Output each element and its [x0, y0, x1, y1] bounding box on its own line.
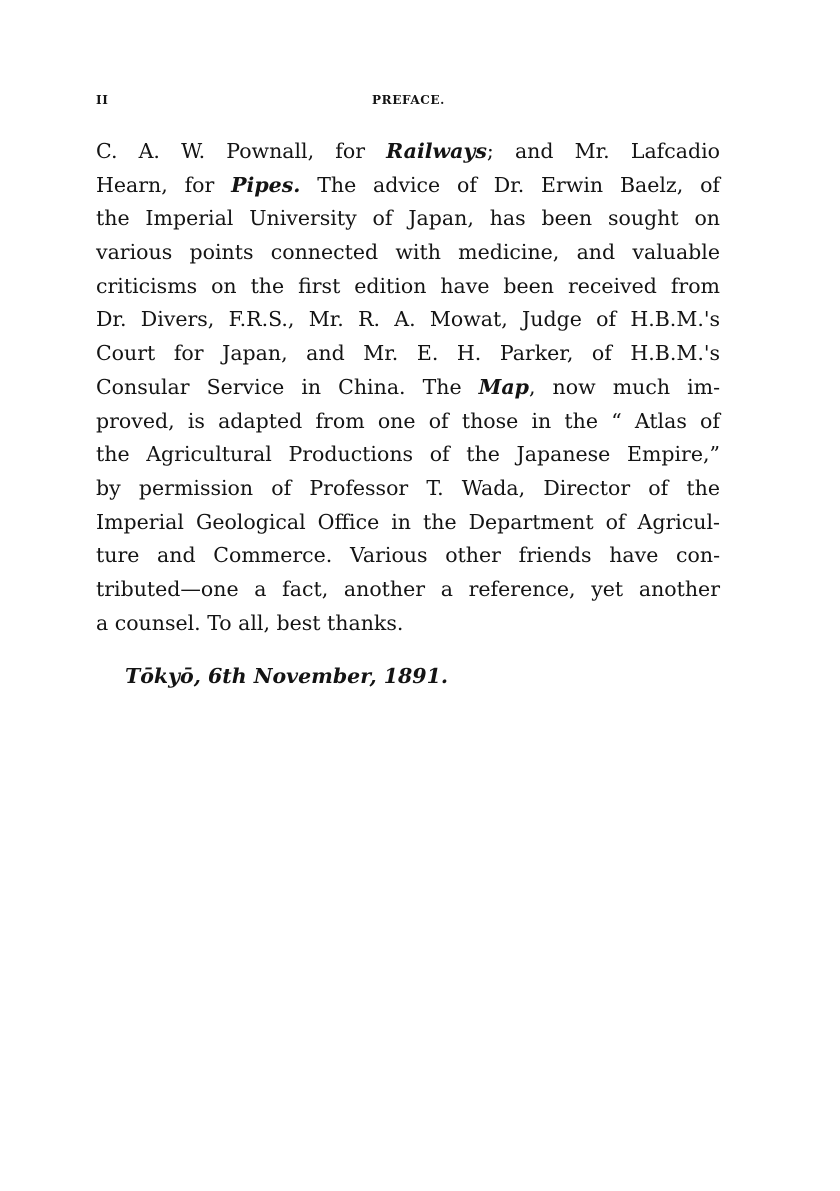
- text-line: [96, 202, 720, 236]
- dateline: Tōkyō, 6th November, 1891.: [125, 664, 448, 688]
- italic-term: Railways: [386, 139, 487, 163]
- text-run: Imperial Geological Office in the Department of Agricul-: [96, 509, 720, 534]
- text-line: [96, 337, 720, 371]
- running-head: PREFACE.: [372, 93, 445, 107]
- text-run: tributed—one a fact, another a reference, yet another: [96, 576, 720, 601]
- text-line: [96, 539, 720, 573]
- text-line: [96, 270, 720, 304]
- text-run: a counsel. To all, best thanks.: [96, 610, 404, 635]
- text-run: Hearn, for: [96, 172, 232, 197]
- text-run: ture and Commerce. Various other friends have con-: [96, 543, 720, 568]
- text-run: , now much im-: [528, 374, 720, 399]
- text-line: [96, 236, 720, 270]
- text-line: [96, 135, 720, 169]
- text-line: [96, 371, 720, 405]
- text-run: by permission of Professor T. Wada, Director of the: [96, 475, 720, 500]
- italic-term: Map: [478, 374, 529, 399]
- text-run: criticisms on the first edition have been received from: [96, 273, 720, 298]
- text-run: ; and Mr. Lafcadio: [486, 139, 720, 163]
- text-line: [96, 506, 720, 540]
- text-line: [96, 438, 720, 472]
- text-line: [96, 169, 720, 203]
- text-run: various points connected with medicine, and valuable: [96, 240, 720, 265]
- page-header: [96, 93, 720, 113]
- text-line: [96, 472, 720, 506]
- text-run: C. A. W. Pownall, for: [96, 139, 387, 163]
- text-line: [96, 573, 720, 607]
- page-number: II: [96, 93, 109, 107]
- text-run: Dr. Divers, F.R.S., Mr. R. A. Mowat, Judge of H.B.M.'s: [96, 307, 720, 332]
- text-line: [96, 607, 720, 641]
- text-run: the Agricultural Productions of the Japanese Empire,”: [96, 442, 720, 467]
- text-line: [96, 303, 720, 337]
- text-run: Consular Service in China. The: [96, 374, 479, 399]
- text-line: [96, 405, 720, 439]
- text-run: The advice of Dr. Erwin Baelz, of: [300, 172, 720, 197]
- text-run: the Imperial University of Japan, has been sought on: [96, 206, 720, 231]
- italic-term: Pipes.: [231, 172, 301, 197]
- text-run: Court for Japan, and Mr. E. H. Parker, of H.B.M.'s: [96, 341, 720, 366]
- text-run: proved, is adapted from one of those in the “ Atlas of: [96, 408, 720, 433]
- preface-paragraph: [96, 135, 720, 640]
